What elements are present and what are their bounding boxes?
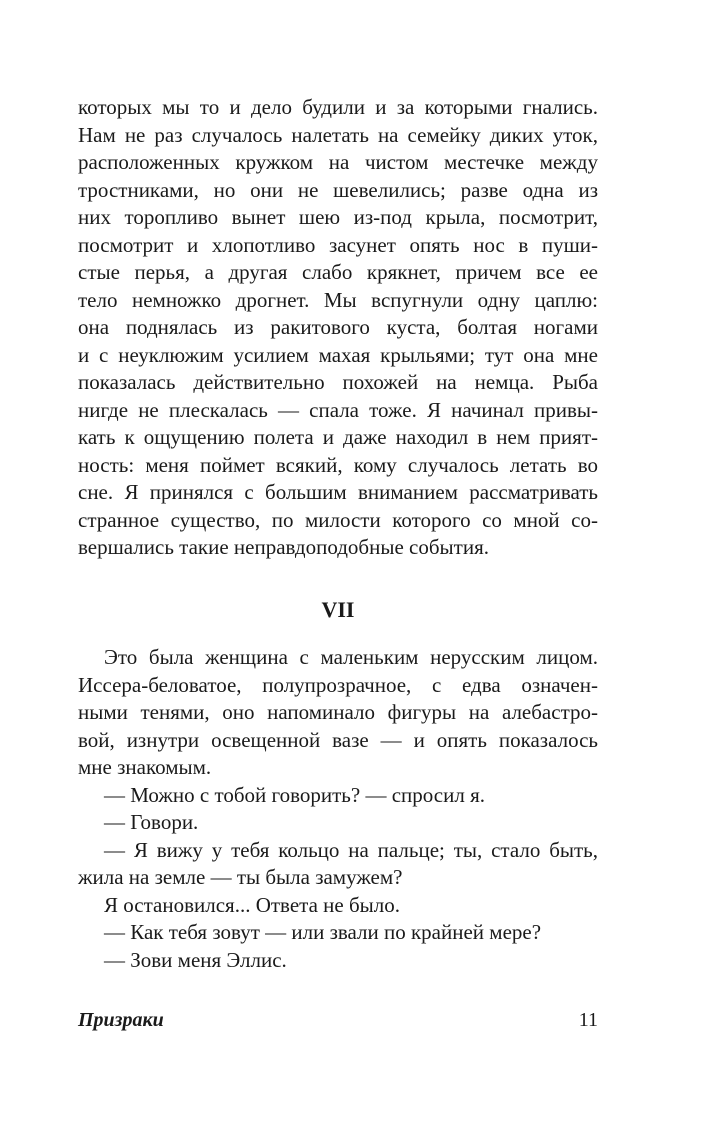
text-line: Иссера-беловатое, полупрозрачное, с едва означен- [78, 672, 598, 697]
text-line: вершались такие неправдоподобные события. [78, 535, 489, 559]
text-line: вой, изнутри освещенной вазе — и опять показалось [78, 727, 598, 752]
text-line: кать к ощущению полета и даже находил в нем прият- [78, 425, 598, 449]
dialogue-line: — Можно с тобой говорить? — спросил я. [104, 782, 485, 807]
text-line: и с неуклюжим усилием махая крыльями; тут она мне [78, 342, 598, 367]
dialogue-line: — Говори. [104, 810, 199, 834]
page-footer [78, 1006, 598, 1034]
text-line: мне знакомым. [78, 755, 212, 779]
page-number: 11 [578, 1009, 598, 1031]
text-line: Это была женщина с маленьким нерусским лицом. [104, 645, 598, 669]
dialogue-line: жила на земле — ты была замужем? [78, 865, 403, 889]
text-line: которых мы то и дело будили и за которыми гнались. [78, 95, 598, 119]
chapter-body [78, 644, 598, 974]
dialogue-line: — Как тебя зовут — или звали по крайней мере? [104, 920, 542, 944]
text-line: тростниками, но они не шевелились; разве одна из [78, 177, 598, 202]
text-line: расположенных кружком на чистом местечке между [78, 150, 598, 174]
dialogue [78, 782, 598, 975]
running-title: Призраки [78, 1009, 164, 1031]
book-page [78, 94, 598, 972]
text-line: них торопливо вынет шею из-под крыла, посмотрит, [78, 205, 598, 229]
text-line: ными тенями, оно напоминало фигуры на алебастро- [78, 700, 598, 724]
paragraph-2 [78, 644, 598, 782]
text-line: показалась действительно похожей на немца. Рыба [78, 370, 598, 394]
text-line: Нам не раз случалось налетать на семейку диких уток, [78, 122, 598, 147]
text-line: посмотрит и хлопотливо засунет опять нос в пуши- [78, 232, 598, 257]
chapter-heading: VII [321, 597, 355, 622]
text-line: ность: меня поймет всякий, кому случалось летать во [78, 452, 598, 477]
text-line: стые перья, а другая слабо крякнет, причем все ее [78, 260, 598, 284]
text-line: она поднялась из ракитового куста, болтая ногами [78, 315, 598, 339]
dialogue-line: — Я вижу у тебя кольцо на пальце; ты, стало быть, [104, 837, 598, 862]
dialogue-line: Я остановился... Ответа не было. [104, 892, 400, 917]
text-line: странное существо, по милости которого со мной со- [78, 507, 598, 532]
paragraph-1 [78, 94, 598, 562]
text-line: тело немножко дрогнет. Мы вспугнули одну цаплю: [78, 287, 598, 312]
dialogue-line: — Зови меня Эллис. [104, 947, 287, 972]
text-line: сне. Я принялся с большим вниманием рассматривать [78, 480, 598, 504]
text-line: нигде не плескалась — спала тоже. Я начинал привы- [78, 397, 598, 422]
